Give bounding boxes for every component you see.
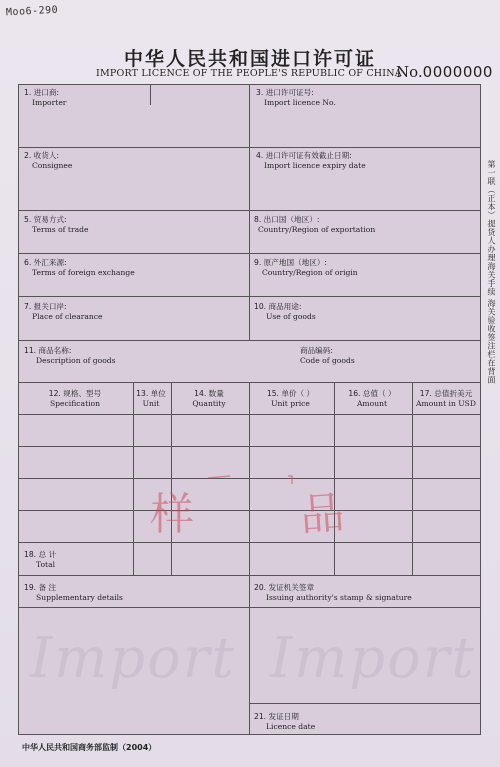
col-specification [18, 389, 132, 408]
field-issuing-authority-en: Issuing authority's stamp & signature [266, 592, 412, 602]
col-amount-usd-en: Amount in USD [416, 398, 476, 408]
title-chinese: 中华人民共和国进口许可证 [123, 48, 376, 70]
field-place-of-clearance-cn: 7. 报关口岸: [24, 302, 67, 311]
field-code-of-goods-cn: 商品编码: [300, 346, 333, 355]
field-country-exportation [254, 215, 375, 234]
watermark-right: Import [270, 626, 477, 691]
col-unit-price-en: Unit price [271, 398, 310, 408]
field-importer-cn: 1. 进口商: [24, 88, 59, 97]
field-country-origin-en: Country/Region of origin [262, 267, 358, 277]
field-terms-of-trade-cn: 5. 贸易方式: [24, 215, 67, 224]
field-country-exportation-cn: 8. 出口国（地区）: [254, 215, 320, 224]
field-description-of-goods-en: Description of goods [36, 355, 116, 365]
col-unit-cn: 13. 单位 [136, 389, 166, 398]
footer-supervisor: 中华人民共和国商务部监制（2004） [22, 743, 157, 752]
field-code-of-goods [300, 346, 355, 365]
licence-number [396, 63, 493, 81]
field-supplementary-en: Supplementary details [36, 592, 123, 602]
col-unit-en: Unit [142, 398, 160, 408]
field-consignee [24, 151, 72, 170]
stamp-brackets [130, 470, 370, 540]
field-code-of-goods-en: Code of goods [300, 355, 355, 365]
field-licence-no [256, 88, 336, 107]
col-amount [333, 389, 411, 408]
field-consignee-cn: 2. 收货人: [24, 151, 59, 160]
col-amount-cn: 16. 总值（ ） [348, 389, 396, 398]
field-use-of-goods-en: Use of goods [266, 311, 316, 321]
field-licence-date [254, 712, 315, 731]
field-importer-en: Importer [32, 97, 67, 107]
field-terms-of-trade-en: Terms of trade [32, 224, 89, 234]
field-country-origin-cn: 9. 原产地国（地区）: [254, 258, 327, 267]
field-use-of-goods-cn: 10. 商品用途: [254, 302, 302, 311]
side-note: 第一联（正本）提货人办理海关手续 海关验收签注栏在背面 [487, 160, 496, 385]
col-amount-usd [411, 389, 481, 408]
field-licence-date-en: Licence date [266, 721, 316, 731]
field-foreign-exchange [24, 258, 135, 277]
field-description-of-goods-cn: 11. 商品名称: [24, 346, 72, 355]
field-use-of-goods [254, 302, 316, 321]
field-issuing-authority [254, 583, 412, 602]
field-licence-no-en: Import licence No. [264, 97, 336, 107]
sample-stamp-char-2: 品 [298, 487, 347, 542]
field-supplementary-cn: 19. 备 注 [24, 583, 57, 592]
col-unit-price [248, 389, 333, 408]
field-importer [24, 88, 66, 107]
col-quantity [170, 389, 248, 408]
col-amount-en: Amount [356, 398, 388, 408]
col-quantity-en: Quantity [192, 398, 226, 408]
field-foreign-exchange-cn: 6. 外汇来源: [24, 258, 67, 267]
field-place-of-clearance-en: Place of clearance [32, 311, 103, 321]
licence-number-value: 0000000 [422, 63, 493, 81]
field-expiry-date-cn: 4. 进口许可证有效截止日期: [256, 151, 352, 160]
field-total [24, 550, 56, 569]
field-country-origin [254, 258, 358, 277]
field-total-en: Total [36, 559, 56, 569]
field-licence-no-cn: 3. 进口许可证号: [256, 88, 314, 97]
field-country-exportation-en: Country/Region of exportation [258, 224, 376, 234]
handwritten-note: Moo6-290 [5, 4, 59, 19]
col-specification-cn: 12. 规格、型号 [48, 389, 102, 398]
watermark-left: Import [30, 626, 237, 691]
col-quantity-cn: 14. 数量 [194, 389, 224, 398]
col-unit [132, 389, 170, 408]
field-licence-date-cn: 21. 发证日期 [254, 712, 299, 721]
field-expiry-date-en: Import licence expiry date [264, 160, 366, 170]
licence-number-label: No. [396, 63, 423, 81]
col-amount-usd-cn: 17. 总值折美元 [419, 389, 473, 398]
field-expiry-date [256, 151, 366, 170]
field-consignee-en: Consignee [32, 160, 73, 170]
title-english: IMPORT LICENCE OF THE PEOPLE'S REPUBLIC OF CHINA [96, 68, 402, 79]
field-terms-of-trade [24, 215, 88, 234]
col-unit-price-cn: 15. 单价（ ） [266, 389, 315, 398]
field-foreign-exchange-en: Terms of foreign exchange [32, 267, 135, 277]
field-supplementary [24, 583, 123, 602]
col-specification-en: Specification [49, 398, 101, 408]
field-issuing-authority-cn: 20. 发证机关签章 [254, 583, 315, 592]
sample-stamp-char-1: 样 [150, 489, 194, 540]
field-place-of-clearance [24, 302, 103, 321]
field-description-of-goods [24, 346, 116, 365]
field-total-cn: 18. 总 计 [24, 550, 57, 559]
